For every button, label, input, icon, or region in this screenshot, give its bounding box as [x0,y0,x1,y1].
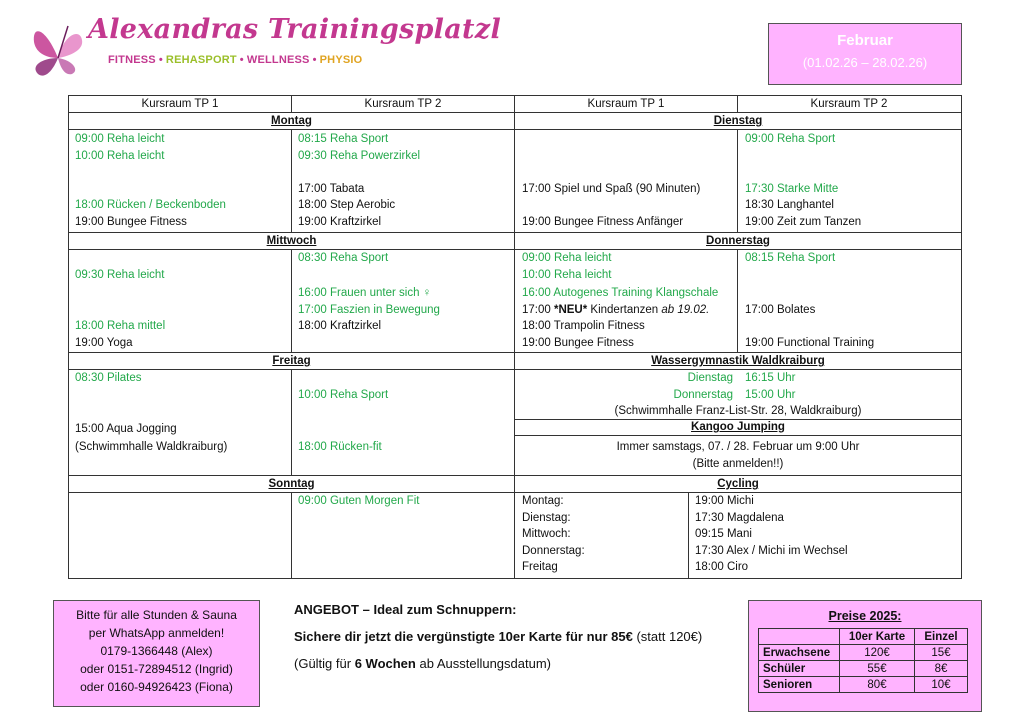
contact-phone: 0179-1366448 (Alex) [100,644,213,658]
course-entry: 15:00 Aqua Jogging [75,423,177,435]
cycling-time: 18:00 Ciro [695,561,749,573]
column-header: Kursraum TP 1 [587,98,665,110]
kangoo-note: (Bitte anmelden!!) [692,458,784,470]
cycling-day: Freitag [522,561,558,573]
course-entry: 09:00 Guten Morgen Fit [298,495,420,507]
course-entry: 16:00 Autogenes Training Klangschale [522,287,719,299]
course-entry: 09:00 Reha leicht [522,252,612,264]
contact-line: per WhatsApp anmelden! [88,626,225,640]
prices-title: Preise 2025: [828,609,902,623]
course-entry: 10:00 Reha Sport [298,389,389,401]
offer-validity: (Gültig für 6 Wochen ab Ausstellungsdatum) [294,656,551,671]
section-header-cycling: Cycling [717,478,759,490]
course-entry: 17:00 Spiel und Spaß (90 Minuten) [522,183,701,195]
course-entry: 18:00 Kraftzirkel [298,320,382,332]
wasser-day: Donnerstag [673,389,733,401]
offer-section [294,596,702,677]
day-header-dienstag: Dienstag [713,115,763,127]
month-range: (01.02.26 – 28.02.26) [802,55,928,70]
kangoo-info: Immer samstags, 07. / 28. Februar um 9:00 Uhr [616,441,860,453]
course-entry: 18:00 Step Aerobic [298,199,396,211]
cycling-day: Mittwoch: [522,528,571,540]
table-row: Erwachsene 120€ 15€ [759,645,968,661]
course-entry: 18:00 Trampolin Fitness [522,320,645,332]
course-entry: 18:00 Reha mittel [75,320,166,332]
course-entry: 17:00 *NEU* Kindertanzen ab 19.02. [522,304,710,316]
course-entry: 19:00 Zeit zum Tanzen [745,216,862,228]
course-entry: 10:00 Reha leicht [75,150,165,162]
day-header-sonntag: Sonntag [268,478,315,490]
month-box [768,23,962,85]
course-entry: 19:00 Functional Training [745,337,875,349]
column-header: Kursraum TP 1 [141,98,219,110]
course-entry: 17:30 Starke Mitte [745,183,839,195]
course-entry: 19:00 Bungee Fitness Anfänger [522,216,684,228]
course-entry: 10:00 Reha leicht [522,269,612,281]
cycling-day: Dienstag: [522,512,571,524]
course-entry: 18:30 Langhantel [745,199,834,211]
contact-phone: oder 0160-94926423 (Fiona) [80,680,233,694]
column-header: Kursraum TP 2 [810,98,888,110]
course-entry: 19:00 Kraftzirkel [298,216,382,228]
course-entry: 17:00 Bolates [745,304,816,316]
course-entry: 16:00 Frauen unter sich ♀ [298,287,432,299]
course-entry: 19:00 Bungee Fitness [522,337,634,349]
prices-header [759,629,840,645]
column-header: Kursraum TP 2 [364,98,442,110]
course-entry: 18:00 Rücken / Beckenboden [75,199,226,211]
course-entry: 17:00 Tabata [298,183,365,195]
course-entry: 09:30 Reha leicht [75,269,165,281]
contact-box [53,600,260,707]
cycling-time: 09:15 Mani [695,528,752,540]
course-entry: 09:00 Reha Sport [745,133,836,145]
prices-box [748,600,982,712]
course-entry: 19:00 Yoga [75,337,133,349]
course-entry: 17:00 Faszien in Bewegung [298,304,440,316]
offer-line: Sichere dir jetzt die vergünstigte 10er Karte für nur 85€ (statt 120€) [294,629,703,644]
course-entry: 08:15 Reha Sport [745,252,836,264]
cycling-time: 19:00 Michi [695,495,754,507]
month-name: Februar [837,32,893,49]
offer-title: ANGEBOT – Ideal zum Schnuppern: [294,602,517,617]
brand-title: Alexandras Trainingsplatzl [88,14,501,45]
wasser-time: 15:00 Uhr [745,389,796,401]
course-entry: 09:30 Reha Powerzirkel [298,150,421,162]
cycling-time: 17:30 Alex / Michi im Wechsel [695,545,848,557]
contact-phone: oder 0151-72894512 (Ingrid) [80,662,233,676]
section-header-kangoo: Kangoo Jumping [691,421,785,433]
course-entry: 08:30 Pilates [75,372,142,384]
day-header-donnerstag: Donnerstag [706,235,770,247]
cycling-day: Donnerstag: [522,545,585,557]
cycling-day: Montag: [522,495,564,507]
prices-table [758,628,968,693]
course-entry: 18:00 Rücken-fit [298,441,382,453]
course-entry: 08:15 Reha Sport [298,133,389,145]
day-header-freitag: Freitag [272,355,311,367]
brand-tagline: FITNESS • REHASPORT • WELLNESS • PHYSIO [108,54,363,66]
wasser-day: Dienstag [687,372,733,384]
prices-header: Einzel [915,629,968,645]
contact-line: Bitte für alle Stunden & Sauna [76,608,237,622]
butterfly-logo-icon [28,18,88,80]
course-entry: 09:00 Reha leicht [75,133,165,145]
wasser-location: (Schwimmhalle Franz-List-Str. 28, Waldkraiburg) [614,405,862,417]
day-header-montag: Montag [271,115,312,127]
table-row: Schüler 55€ 8€ [759,661,968,677]
table-row: Senioren 80€ 10€ [759,677,968,693]
course-entry: 19:00 Bungee Fitness [75,216,187,228]
wasser-time: 16:15 Uhr [745,372,796,384]
cycling-time: 17:30 Magdalena [695,512,784,524]
course-entry: 08:30 Reha Sport [298,252,389,264]
course-entry: (Schwimmhalle Waldkraiburg) [75,441,228,453]
section-header-wassergymnastik: Wassergymnastik Waldkraiburg [651,355,825,367]
prices-header: 10er Karte [840,629,915,645]
schedule-table [68,95,962,579]
day-header-mittwoch: Mittwoch [266,235,317,247]
